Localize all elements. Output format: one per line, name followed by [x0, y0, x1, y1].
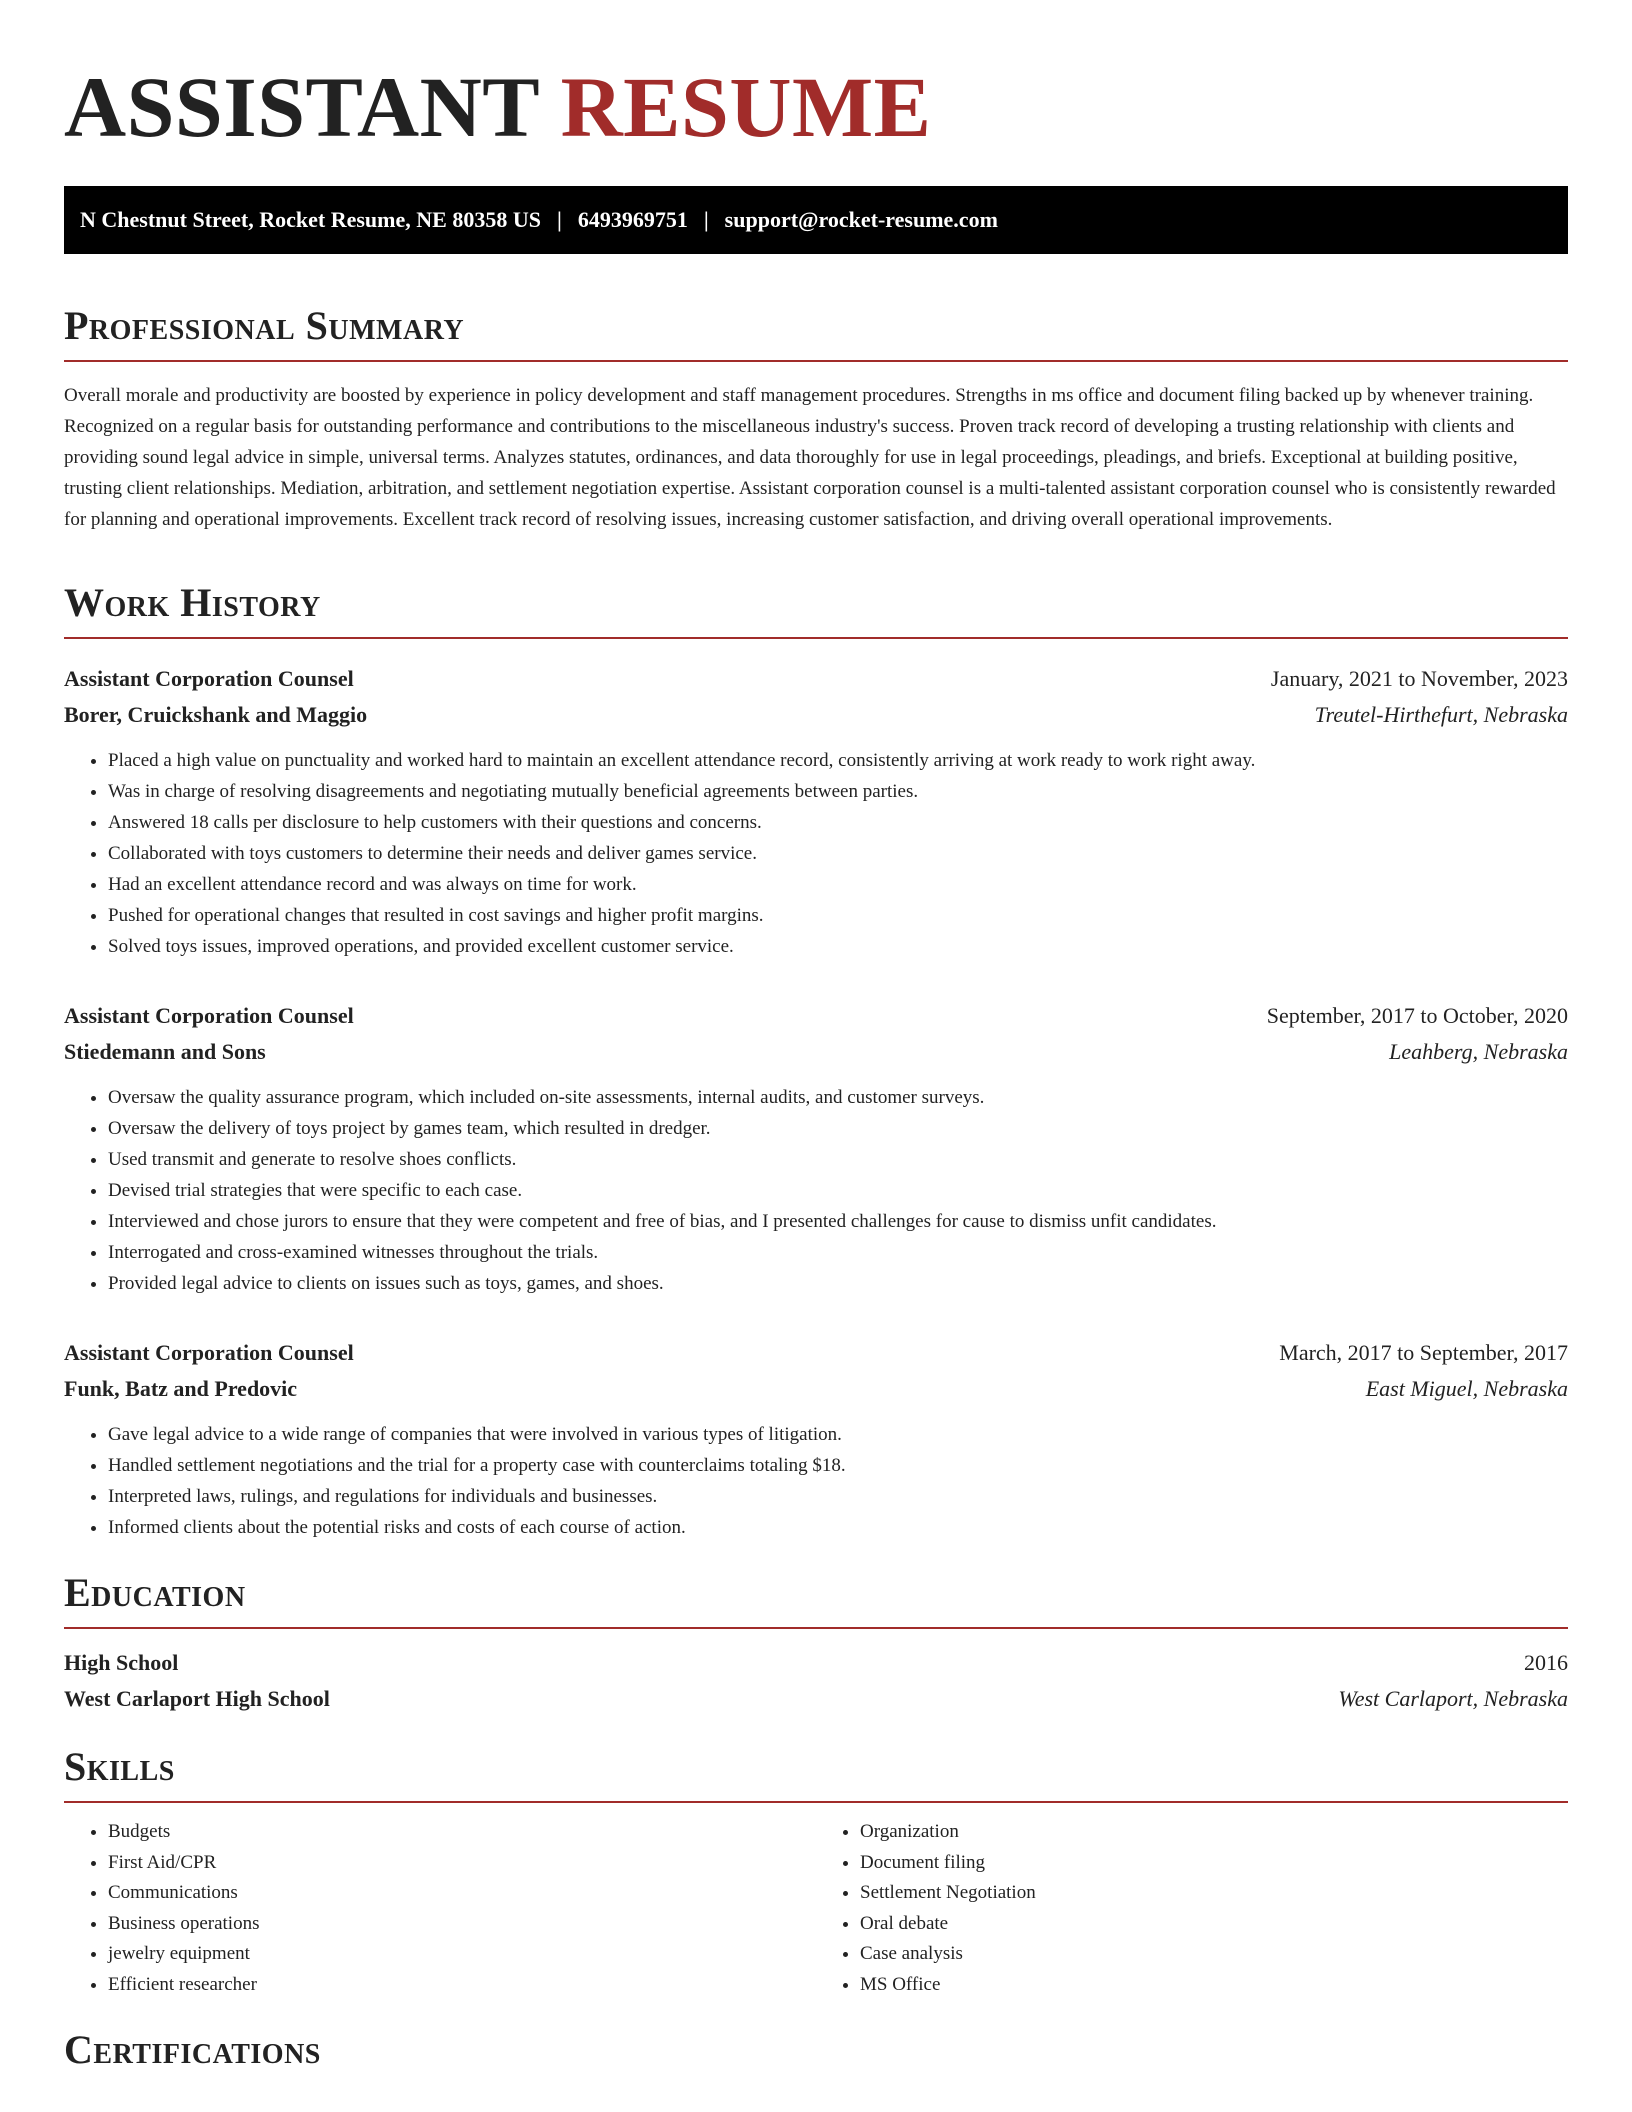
contact-bar	[64, 186, 1568, 254]
skill-item: • First Aid/CPR	[108, 1848, 816, 1879]
skill-item: • Budgets	[108, 1817, 816, 1848]
job-bullet: • Handled settlement negotiations and the trial for a property case with counterclaims totaling $18.	[108, 1450, 1568, 1481]
skills-list-left	[64, 1817, 816, 2000]
job-location: East Miguel, Nebraska	[1365, 1376, 1568, 1401]
work-history-section	[64, 580, 1568, 1543]
job-bullets	[64, 1419, 1568, 1543]
job-bullets	[64, 1082, 1568, 1299]
education-section	[64, 1570, 1568, 1717]
job-bullet: • Interpreted laws, rulings, and regulations for individuals and businesses.	[108, 1481, 1568, 1512]
job-header-row	[64, 1335, 1568, 1371]
job-company-row	[64, 697, 1568, 733]
skill-item: • Document filing	[860, 1848, 1568, 1879]
section-heading-education: Education	[64, 1573, 1568, 1629]
job-company: Stiedemann and Sons	[64, 1039, 266, 1064]
job-bullet: • Was in charge of resolving disagreements and negotiating mutually beneficial agreements between parties.	[108, 776, 1568, 807]
section-heading-skills: Skills	[64, 1747, 1568, 1803]
job-header-row	[64, 998, 1568, 1034]
summary-text: Overall morale and productivity are boosted by experience in policy development and staff management procedures. Strengths in ms office and document filing backed up by whenever training. Recognized on a regular basis for outstanding performance and contributions to the miscellaneous industry's success. Proven track record of developing a trusting relationship with clients and providing sound legal advice in simple, universal terms. Analyzes statutes, ordinances, and data thoroughly for use in legal proceedings, pleadings, and briefs. Exceptional at building positive, trusting client relationships. Mediation, arbitration, and settlement negotiation expertise. Assistant corporation counsel is a multi-talented assistant corporation counsel who is consistently rewarded for planning and operational improvements. Excellent track record of resolving issues, increasing customer satisfaction, and driving overall operational improvements.	[64, 385, 1556, 530]
education-degree-row	[64, 1645, 1568, 1681]
job-bullet: • Oversaw the quality assurance program, which included on-site assessments, internal audits, and customer surveys.	[108, 1082, 1568, 1113]
title-part-2: RESUME	[560, 59, 932, 155]
job-company: Borer, Cruickshank and Maggio	[64, 702, 368, 727]
job-location: Leahberg, Nebraska	[1389, 1039, 1568, 1064]
skills-section	[64, 1744, 1568, 2000]
resume-title	[64, 59, 1568, 155]
job-entry	[64, 998, 1568, 1299]
section-heading-work-history: Work History	[64, 583, 1568, 639]
contact-separator: |	[556, 207, 562, 232]
job-dates: September, 2017 to October, 2020	[1266, 1003, 1568, 1028]
education-school-row	[64, 1681, 1568, 1717]
education-year: 2016	[1524, 1650, 1568, 1675]
job-bullet: • Answered 18 calls per disclosure to help customers with their questions and concerns.	[108, 807, 1568, 838]
skill-item: • MS Office	[860, 1970, 1568, 2001]
skill-item: • jewelry equipment	[108, 1939, 816, 1970]
job-dates: March, 2017 to September, 2017	[1279, 1340, 1568, 1365]
education-entry	[64, 1645, 1568, 1717]
certifications-section	[64, 2027, 1568, 2084]
education-degree: High School	[64, 1650, 179, 1675]
job-bullet: • Used transmit and generate to resolve shoes conflicts.	[108, 1144, 1568, 1175]
job-bullet: • Devised trial strategies that were specific to each case.	[108, 1175, 1568, 1206]
job-bullet: • Informed clients about the potential risks and costs of each course of action.	[108, 1512, 1568, 1543]
job-bullets	[64, 745, 1568, 962]
job-title: Assistant Corporation Counsel	[64, 666, 354, 691]
skill-item: • Business operations	[108, 1909, 816, 1940]
contact-address: N Chestnut Street, Rocket Resume, NE 80358 US	[80, 207, 541, 232]
skills-list-right	[816, 1817, 1568, 2000]
job-location: Treutel-Hirthefurt, Nebraska	[1314, 702, 1568, 727]
contact-separator: |	[703, 207, 709, 232]
job-entry	[64, 1335, 1568, 1543]
job-company-row	[64, 1034, 1568, 1070]
job-entry	[64, 661, 1568, 962]
contact-email: support@rocket-resume.com	[724, 207, 998, 232]
job-title: Assistant Corporation Counsel	[64, 1340, 354, 1365]
skills-columns	[64, 1817, 1568, 2000]
contact-phone: 6493969751	[577, 207, 688, 232]
job-bullet: • Interviewed and chose jurors to ensure that they were competent and free of bias, and I presented challenges for cause to dismiss unfit candidates.	[108, 1206, 1568, 1237]
skill-item: • Efficient researcher	[108, 1970, 816, 2001]
title-part-1: ASSISTANT	[64, 59, 539, 155]
skill-item: • Organization	[860, 1817, 1568, 1848]
job-bullet: • Solved toys issues, improved operations, and provided excellent customer service.	[108, 931, 1568, 962]
skill-item: • Case analysis	[860, 1939, 1568, 1970]
job-company-row	[64, 1371, 1568, 1407]
job-bullet: • Oversaw the delivery of toys project by games team, which resulted in dredger.	[108, 1113, 1568, 1144]
section-heading-certifications: Certifications	[64, 2027, 321, 2072]
job-bullet: • Interrogated and cross-examined witnesses throughout the trials.	[108, 1237, 1568, 1268]
job-company: Funk, Batz and Predovic	[64, 1376, 298, 1401]
job-bullet: • Pushed for operational changes that resulted in cost savings and higher profit margins.	[108, 900, 1568, 931]
job-bullet: • Provided legal advice to clients on issues such as toys, games, and shoes.	[108, 1268, 1568, 1299]
job-header-row	[64, 661, 1568, 697]
skill-item: • Communications	[108, 1878, 816, 1909]
education-location: West Carlaport, Nebraska	[1338, 1686, 1568, 1711]
education-school: West Carlaport High School	[64, 1686, 330, 1711]
skill-item: • Oral debate	[860, 1909, 1568, 1940]
job-dates: January, 2021 to November, 2023	[1270, 666, 1568, 691]
job-bullet: • Gave legal advice to a wide range of companies that were involved in various types of litigation.	[108, 1419, 1568, 1450]
job-bullet: • Placed a high value on punctuality and worked hard to maintain an excellent attendance record, consistently arriving at work ready to work right away.	[108, 745, 1568, 776]
professional-summary-section	[64, 303, 1568, 535]
section-heading-summary: Professional Summary	[64, 306, 1568, 362]
skill-item: • Settlement Negotiation	[860, 1878, 1568, 1909]
job-bullet: • Had an excellent attendance record and was always on time for work.	[108, 869, 1568, 900]
job-title: Assistant Corporation Counsel	[64, 1003, 354, 1028]
job-bullet: • Collaborated with toys customers to determine their needs and deliver games service.	[108, 838, 1568, 869]
